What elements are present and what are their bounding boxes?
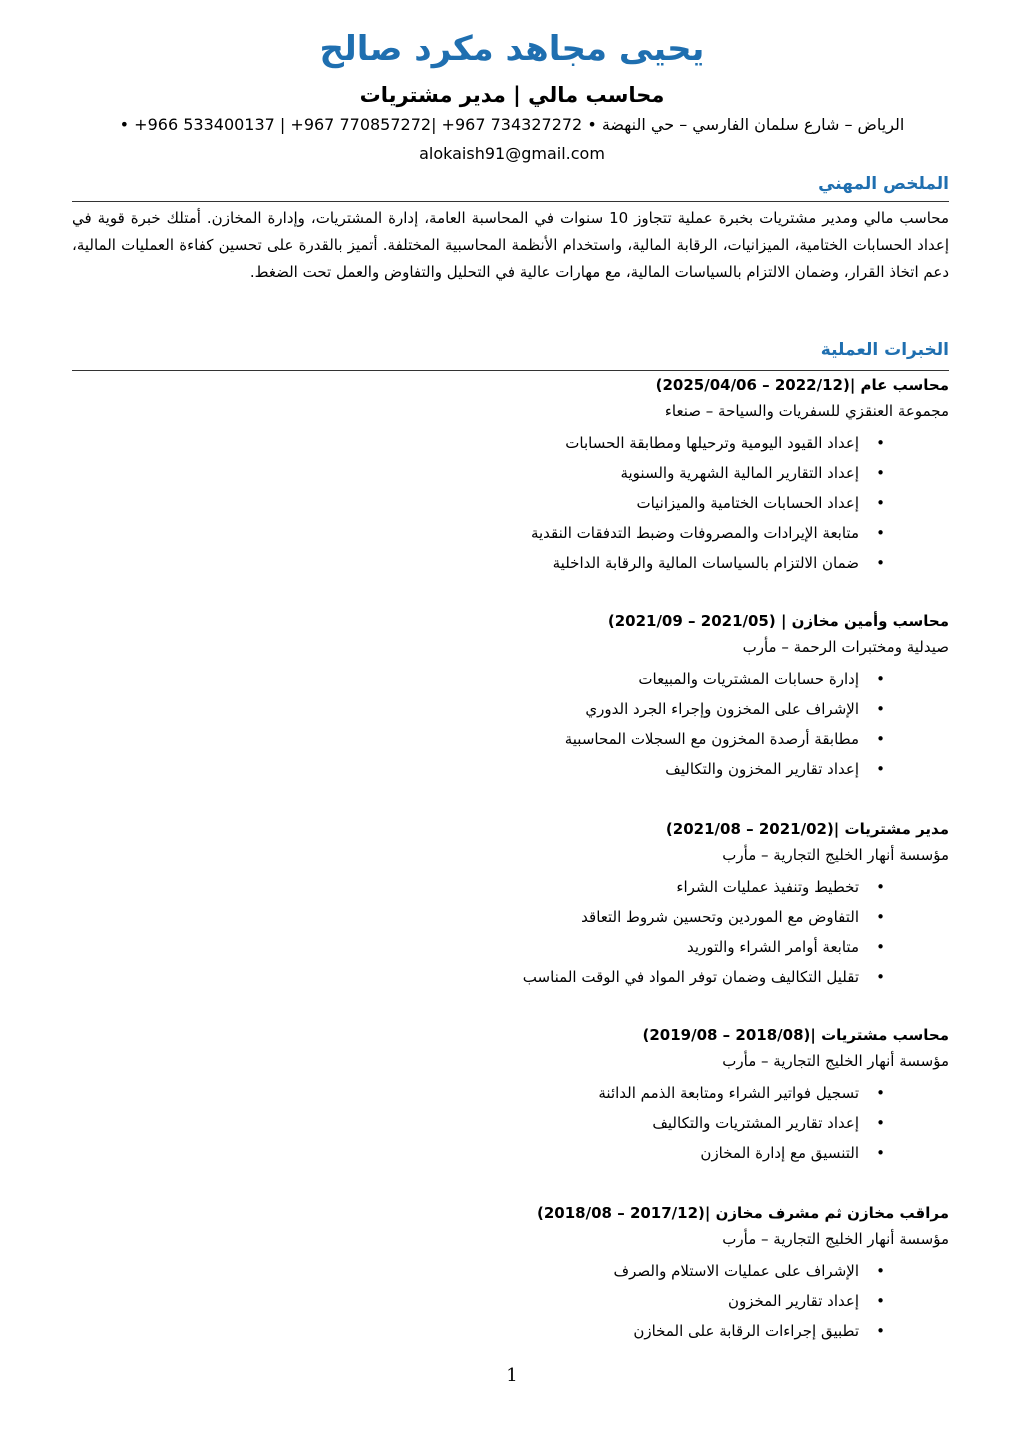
bullet-icon: •: [876, 1084, 885, 1102]
task-text: تقليل التكاليف وضمان توفر المواد في الوقت المناسب: [522, 968, 859, 986]
email-address[interactable]: alokaish91@gmail.com: [419, 144, 605, 163]
job-tasks: [72, 872, 949, 992]
bullet-icon: •: [876, 1144, 885, 1162]
task-item: [72, 518, 949, 548]
job-entry: [72, 1200, 949, 1346]
task-text: متابعة الإيرادات والمصروفات وضبط التدفقات النقدية: [530, 524, 859, 542]
experience-heading: الخبرات العملية: [820, 340, 949, 360]
candidate-name: يحيى مجاهد مكرد صالح: [319, 29, 705, 69]
bullet-icon: •: [876, 524, 885, 542]
task-item: [72, 488, 949, 518]
job-organization: مؤسسة أنهار الخليج التجارية – مأرب: [722, 1052, 949, 1070]
task-item: [72, 754, 949, 784]
task-item: [72, 548, 949, 578]
task-text: تطبيق إجراءات الرقابة على المخازن: [633, 1322, 859, 1340]
job-entry: [72, 608, 949, 784]
task-item: [72, 1078, 949, 1108]
task-item: [72, 902, 949, 932]
job-heading: مراقب مخازن ثم مشرف مخازن |(2017/12 – 2018/08): [537, 1204, 949, 1222]
job-entry: [72, 1022, 949, 1168]
job-organization: مجموعة العنقزي للسفريات والسياحة – صنعاء: [664, 402, 949, 420]
bullet-icon: •: [876, 968, 885, 986]
task-item: [72, 1286, 949, 1316]
bullet-icon: •: [876, 1292, 885, 1310]
bullet-icon: •: [876, 554, 885, 572]
job-organization: مؤسسة أنهار الخليج التجارية – مأرب: [722, 1230, 949, 1248]
bullet-icon: •: [876, 670, 885, 688]
task-item: [72, 1138, 949, 1168]
summary-text: محاسب مالي ومدير مشتريات بخبرة عملية تتجاوز 10 سنوات في المحاسبة العامة، إدارة المشتريات، وإدارة المخازن. أمتلك خبرة قوية في إعداد الحسابات الختامية، الميزانيات، الرقابة المالية، واستخدام الأنظمة المحاسبية المختلفة. أتميز بالقدرة على تحسين كفاءة العمليات المالية، دعم اتخاذ القرار، وضمان الالتزام بالسياسات المالية، مع مهارات عالية في التحليل والتفاوض والعمل تحت الضغط.: [72, 209, 949, 281]
job-organization: صيدلية ومختبرات الرحمة – مأرب: [742, 638, 949, 656]
contact-info: الرياض – شارع سلمان الفارسي – حي النهضة • 734327272 967+ |770857272 967+ | 533400137 966+ •: [119, 115, 905, 134]
bullet-icon: •: [876, 1322, 885, 1340]
page-number: 1: [506, 1365, 518, 1386]
task-item: [72, 458, 949, 488]
task-text: إعداد القيود اليومية وترحيلها ومطابقة الحسابات: [565, 434, 859, 452]
job-heading: مدير مشتريات |(2021/02 – 2021/08): [665, 820, 949, 838]
job-organization: مؤسسة أنهار الخليج التجارية – مأرب: [722, 846, 949, 864]
task-text: إعداد تقارير المشتريات والتكاليف: [652, 1114, 859, 1132]
job-heading: محاسب عام |(2022/12 – 2025/04/06): [655, 376, 949, 394]
task-text: تسجيل فواتير الشراء ومتابعة الذمم الدائنة: [598, 1084, 859, 1102]
job-entry: [72, 372, 949, 578]
summary-divider: [72, 201, 949, 202]
bullet-icon: •: [876, 464, 885, 482]
task-text: التنسيق مع إدارة المخازن: [700, 1144, 859, 1162]
task-item: [72, 962, 949, 992]
task-text: متابعة أوامر الشراء والتوريد: [687, 938, 859, 956]
job-heading: محاسب وأمين مخازن | (2021/05 – 2021/09): [607, 612, 949, 630]
bullet-icon: •: [876, 434, 885, 452]
task-item: [72, 872, 949, 902]
task-item: [72, 428, 949, 458]
bullet-icon: •: [876, 760, 885, 778]
task-item: [72, 932, 949, 962]
task-text: إعداد التقارير المالية الشهرية والسنوية: [620, 464, 859, 482]
bullet-icon: •: [876, 938, 885, 956]
job-titles: محاسب مالي | مدير مشتريات: [359, 83, 665, 107]
bullet-icon: •: [876, 730, 885, 748]
task-text: مطابقة أرصدة المخزون مع السجلات المحاسبية: [564, 730, 859, 748]
bullet-icon: •: [876, 700, 885, 718]
bullet-icon: •: [876, 908, 885, 926]
task-text: إعداد تقارير المخزون والتكاليف: [665, 760, 859, 778]
bullet-icon: •: [876, 878, 885, 896]
task-item: [72, 1256, 949, 1286]
job-tasks: [72, 664, 949, 784]
job-heading: محاسب مشتريات |(2018/08 – 2019/08): [642, 1026, 949, 1044]
task-item: [72, 664, 949, 694]
job-tasks: [72, 428, 949, 578]
task-text: الإشراف على عمليات الاستلام والصرف: [613, 1262, 859, 1280]
task-item: [72, 724, 949, 754]
task-text: تخطيط وتنفيذ عمليات الشراء: [676, 878, 859, 896]
experience-divider: [72, 370, 949, 371]
job-tasks: [72, 1256, 949, 1346]
task-text: الإشراف على المخزون وإجراء الجرد الدوري: [585, 700, 859, 718]
task-text: إعداد تقارير المخزون: [727, 1292, 859, 1310]
summary-heading: الملخص المهني: [818, 174, 949, 194]
task-text: إدارة حسابات المشتريات والمبيعات: [638, 670, 859, 688]
job-tasks: [72, 1078, 949, 1168]
task-item: [72, 694, 949, 724]
bullet-icon: •: [876, 1262, 885, 1280]
task-text: ضمان الالتزام بالسياسات المالية والرقابة الداخلية: [552, 554, 859, 572]
task-item: [72, 1316, 949, 1346]
task-item: [72, 1108, 949, 1138]
bullet-icon: •: [876, 494, 885, 512]
job-entry: [72, 816, 949, 992]
task-text: التفاوض مع الموردين وتحسين شروط التعاقد: [581, 908, 859, 926]
task-text: إعداد الحسابات الختامية والميزانيات: [636, 494, 859, 512]
bullet-icon: •: [876, 1114, 885, 1132]
